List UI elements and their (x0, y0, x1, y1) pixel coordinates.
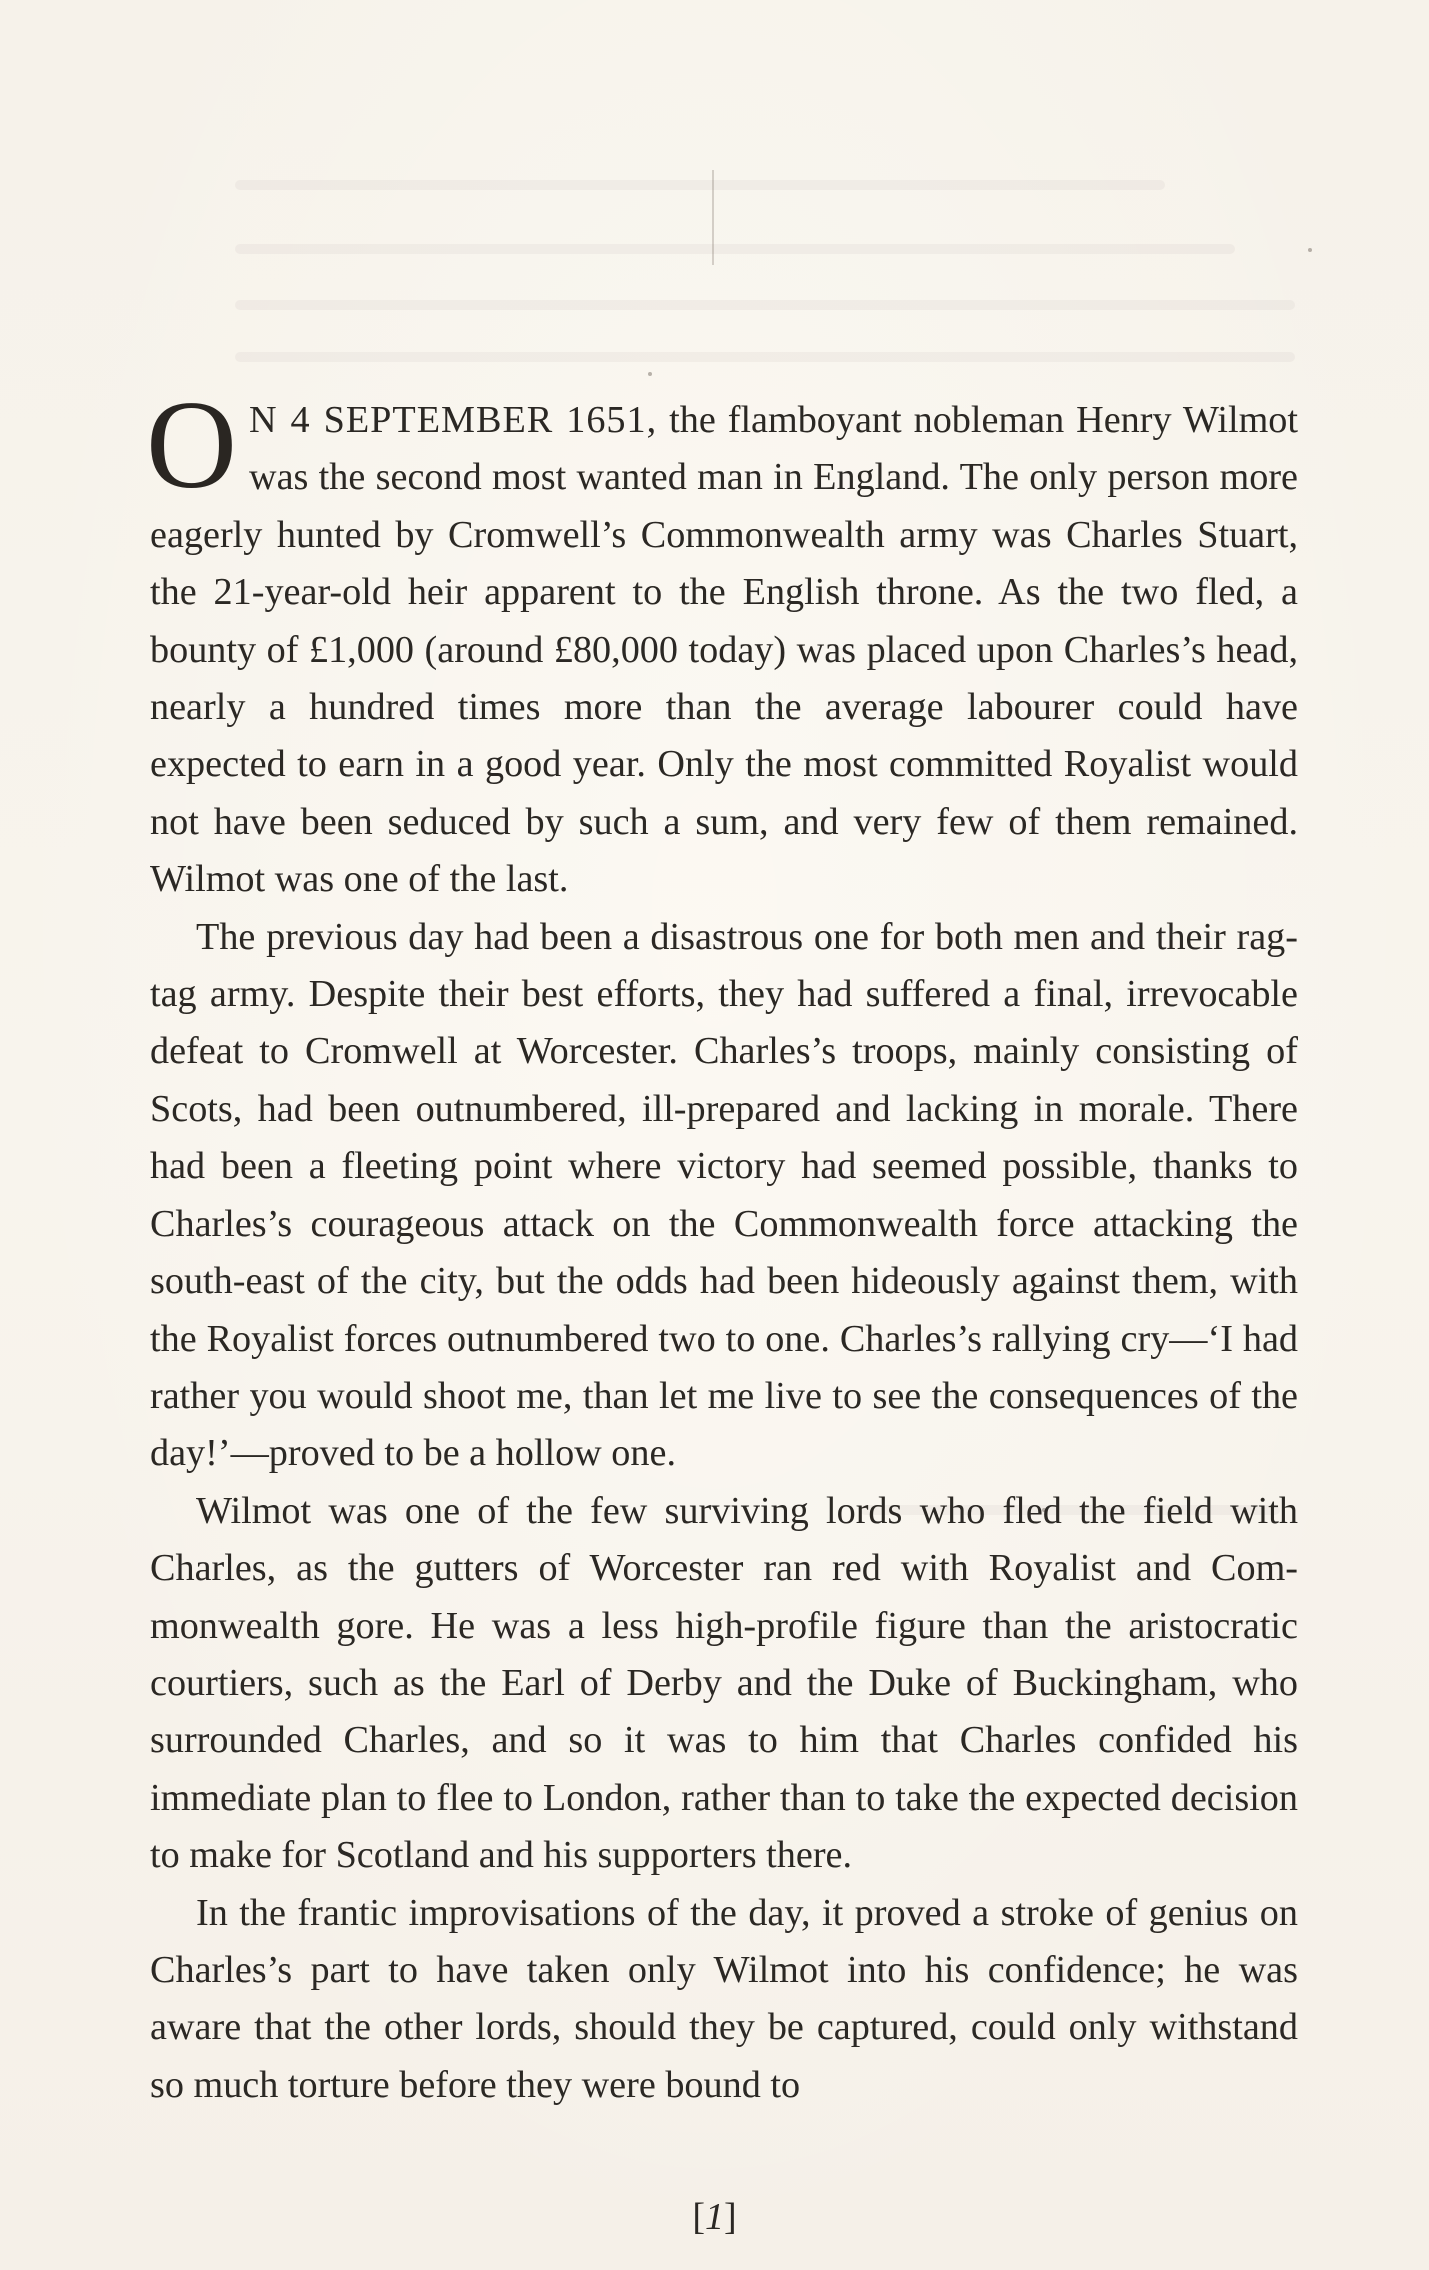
paragraph-2: The previous day had been a disastrous one for both men and their rag-tag army. Despite their best efforts, they had suffered a final, irrevocable defeat to Cromwell at Worcester. Charles’s troops, mainly consisting of Scots, had been outnumbered, ill-prepared and lacking in morale. There had been a fleeting point where victory had seemed possible, thanks to Charles’s courageous attack on the Commonwealth force attacking the south-east of the city, but the odds had been hideously against them, with the Royalist forces outnumbered two to one. Charles’s rallying cry—‘I had rather you would shoot me, than let me live to see the consequences of the day!’—proved to be a hollow one. (150, 915, 1298, 1475)
show-through-line (235, 244, 1235, 254)
paragraph-4: In the frantic improvisations of the day, it proved a stroke of genius on Charles’s part to have taken only Wilmot into his confidence; he was aware that the other lords, should they be captured, could only withstand so much torture before they were bound to (150, 1891, 1298, 2106)
drop-cap: O (146, 376, 237, 515)
show-through-line (235, 180, 1165, 190)
page-number-value: 1 (705, 2196, 724, 2238)
show-through-line (235, 300, 1295, 310)
paragraph-1-text: the flamboyant nobleman Henry Wilmot was the second most wanted man in England. The only person more eagerly hunted by Cromwell’s Commonwealth army was Charles Stuart, the 21-year-old heir apparent to the English throne. As the two fled, a bounty of £1,000 (around £80,000 today) was placed upon Charles’s head, nearly a hundred times more than the average labourer could have expected to earn in a good year. Only the most committed Royalist would not have been seduced by such a sum, and very few of them remained. Wilmot was one of the last. (150, 399, 1298, 901)
show-through-rule (712, 170, 714, 265)
page-number-open-bracket: [ (692, 2196, 705, 2238)
opening-small-caps: N 4 SEPTEMBER 1651, (249, 399, 658, 441)
page-number-close-bracket: ] (724, 2196, 737, 2238)
paper-speck (1308, 248, 1312, 252)
paragraph-opening (146, 376, 1298, 909)
paper-speck (648, 372, 652, 376)
body-text (146, 376, 1298, 2114)
page-number (0, 2195, 1429, 2239)
paragraph-3: Wilmot was one of the few surviving lords who fled the field with Charles, as the gutters of Worcester ran red with Royalist and Commonwealth gore. He was a less high-profile figure than the aristocratic courtiers, such as the Earl of Derby and the Duke of Buckingham, who surrounded Charles, and so it was to him that Charles confided his immediate plan to flee to London, rather than to take the expected decision to make for Scotland and his supporters there. (150, 1489, 1298, 1877)
show-through-line (235, 352, 1295, 362)
